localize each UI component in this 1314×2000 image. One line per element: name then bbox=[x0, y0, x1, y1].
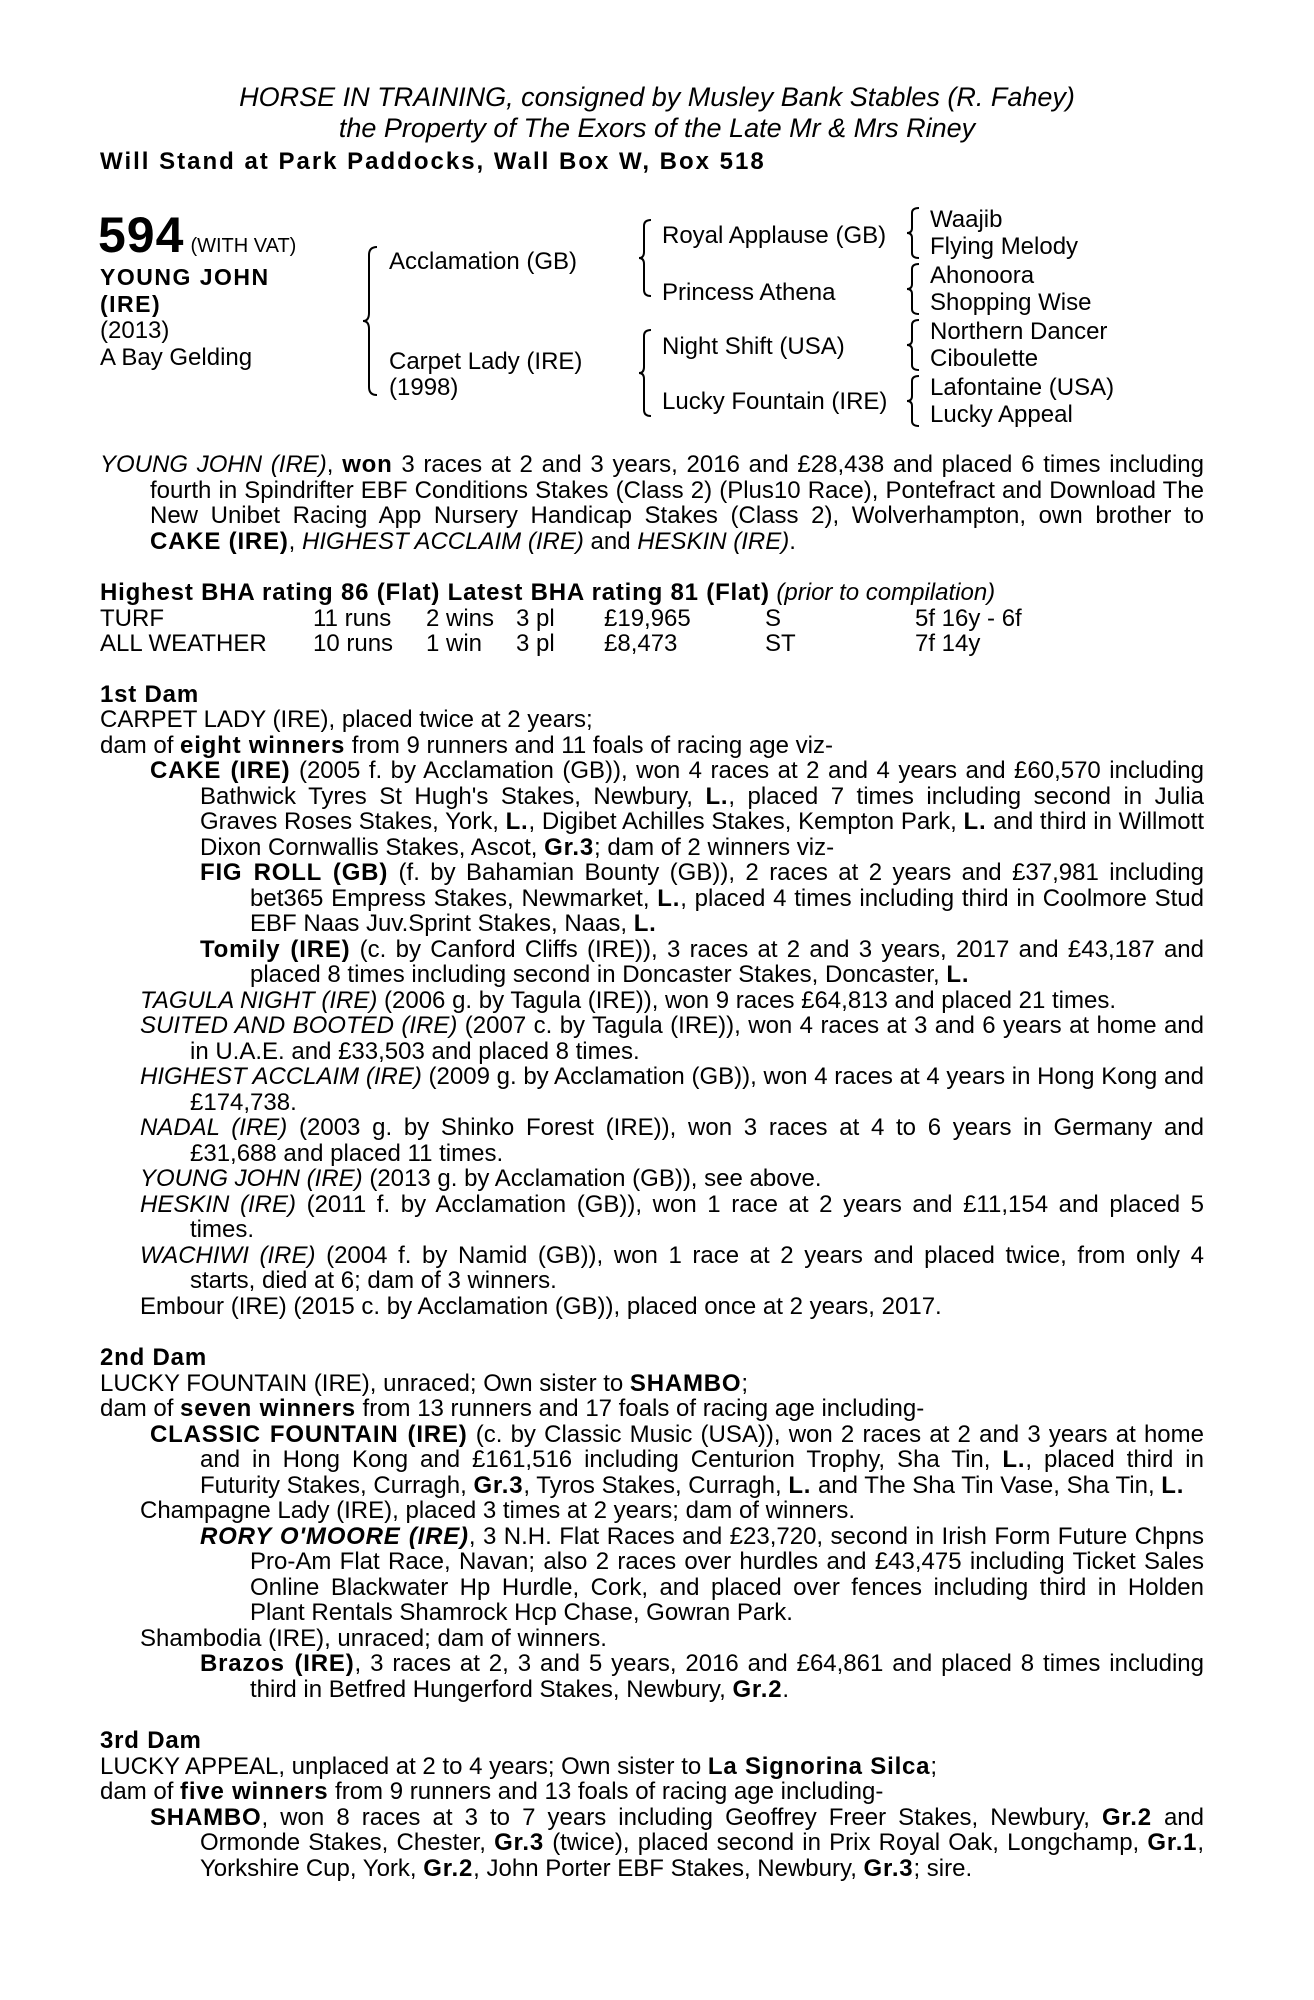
pedigree-dam-year: (1998) bbox=[389, 374, 459, 401]
pedigree-sire-dam: Princess Athena bbox=[662, 279, 836, 306]
property-line: the Property of The Exors of the Late Mr & Mrs Riney bbox=[338, 113, 976, 143]
list-item: RORY O'MOORE (IRE), 3 N.H. Flat Races and £23,720, second in Irish Form Future Chpns Pro-Am Flat Race, Navan; also 2 races over hurdles and £43,475 including Ticket Sales Online Blackwater Hp Hurdle, Cork, and placed over fences including third in Holden Plant Rentals Shamrock Hcp Chase, Gowran Park. bbox=[200, 1522, 1204, 1626]
second-dam-title: 2nd Dam bbox=[100, 1344, 207, 1371]
vat-note: (WITH VAT) bbox=[190, 235, 297, 257]
list-item: YOUNG JOHN (IRE) (2013 g. by Acclamation (GB)), see above. bbox=[140, 1165, 822, 1192]
pedigree-gen3-1: Waajib bbox=[930, 206, 1003, 233]
list-item: FIG ROLL (GB) (f. by Bahamian Bounty (GB)), 2 races at 2 years and £37,981 including bet365 Empress Stakes, Newmarket, L., placed 4 times including third in Coolmore Stud EBF Naas Juv.Sprint Stakes, Naas, L. bbox=[200, 859, 1204, 937]
pedigree-gen3-7: Lafontaine (USA) bbox=[930, 374, 1115, 401]
pedigree-sire: Acclamation (GB) bbox=[389, 248, 578, 275]
pedigree-gen3-8: Lucky Appeal bbox=[930, 401, 1073, 428]
pedigree-gen3-4: Shopping Wise bbox=[930, 289, 1092, 316]
list-item: WACHIWI (IRE) (2004 f. by Namid (GB)), won 1 race at 2 years and placed twice, from only 4 starts, died at 6; dam of 3 winners. bbox=[140, 1241, 1204, 1294]
list-item: HIGHEST ACCLAIM (IRE) (2009 g. by Acclamation (GB)), won 4 races at 4 years in Hong Kong and £174,738. bbox=[140, 1063, 1204, 1116]
pedigree-brace-4 bbox=[904, 206, 924, 260]
pedigree-brace-2 bbox=[636, 218, 656, 298]
third-dam-produce: dam of five winners from 9 runners and 13 foals of racing age including- bbox=[100, 1778, 884, 1805]
list-item: SHAMBO, won 8 races at 3 to 7 years including Geoffrey Freer Stakes, Newbury, Gr.2 and Ormonde Stakes, Chester, Gr.3 (twice), placed second in Prix Royal Oak, Longchamp, Gr.1, Yorkshire Cup, York, Gr.2, John Porter EBF Stakes, Newbury, Gr.3; sire. bbox=[150, 1803, 1204, 1882]
catalogue-body bbox=[100, 452, 1204, 1881]
pedigree-dam-sire: Night Shift (USA) bbox=[662, 333, 845, 360]
list-item: Shambodia (IRE), unraced; dam of winners. bbox=[140, 1624, 607, 1652]
list-item: Champagne Lady (IRE), placed 3 times at 2 years; dam of winners. bbox=[140, 1497, 856, 1524]
pedigree-gen3-3: Ahonoora bbox=[930, 262, 1035, 289]
third-dam-intro: LUCKY APPEAL, unplaced at 2 to 4 years; Own sister to La Signorina Silca; bbox=[100, 1752, 938, 1780]
pedigree-brace-5 bbox=[904, 262, 924, 316]
table-row: TURF 11 runs 2 wins 3 pl £19,965 S 5f 16y - 6f bbox=[100, 604, 1022, 632]
pedigree-dam: Carpet Lady (IRE) bbox=[389, 348, 583, 375]
lot-heading bbox=[98, 206, 296, 264]
list-item: TAGULA NIGHT (IRE) (2006 g. by Tagula (IRE)), won 9 races £64,813 and placed 21 times. bbox=[140, 986, 1116, 1014]
stable-location: Will Stand at Park Paddocks, Wall Box W, Box 518 bbox=[100, 148, 766, 175]
second-dam-produce: dam of seven winners from 13 runners and 17 foals of racing age including- bbox=[100, 1395, 925, 1422]
list-item: Embour (IRE) (2015 c. by Acclamation (GB)), placed once at 2 years, 2017. bbox=[140, 1292, 942, 1320]
first-dam-intro: CARPET LADY (IRE), placed twice at 2 years; bbox=[100, 706, 593, 733]
pedigree-gen3-5: Northern Dancer bbox=[930, 318, 1108, 345]
list-item: NADAL (IRE) (2003 g. by Shinko Forest (IRE)), won 3 races at 4 to 6 years in Germany and £31,688 and placed 11 times. bbox=[140, 1114, 1204, 1167]
consignor-line: HORSE IN TRAINING, consigned by Musley Bank Stables (R. Fahey) bbox=[239, 82, 1075, 112]
bha-rating: Highest BHA rating 86 (Flat) Latest BHA rating 81 (Flat) (prior to compilation) bbox=[100, 579, 996, 606]
pedigree-sire-sire: Royal Applause (GB) bbox=[662, 222, 887, 249]
pedigree-brace-3 bbox=[636, 328, 656, 418]
first-dam-produce: dam of eight winners from 9 runners and 11 foals of racing age viz- bbox=[100, 731, 833, 759]
pedigree-gen3-6: Ciboulette bbox=[930, 345, 1039, 372]
list-item: Tomily (IRE) (c. by Canford Cliffs (IRE)), 3 races at 2 and 3 years, 2017 and £43,187 and placed 8 times including second in Doncaster Stakes, Doncaster, L. bbox=[200, 935, 1204, 988]
pedigree-gen3-2: Flying Melody bbox=[930, 233, 1079, 260]
first-dam-title: 1st Dam bbox=[100, 680, 199, 708]
list-item: Brazos (IRE), 3 races at 2, 3 and 5 years, 2016 and £64,861 and placed 8 times including third in Betfred Hungerford Stakes, Newbury, Gr.2. bbox=[200, 1650, 1204, 1703]
second-dam-intro: LUCKY FOUNTAIN (IRE), unraced; Own sister to SHAMBO; bbox=[100, 1369, 749, 1397]
pedigree-brace-6 bbox=[904, 318, 924, 372]
pedigree-brace-7 bbox=[904, 374, 924, 428]
third-dam-title: 3rd Dam bbox=[100, 1727, 202, 1754]
horse-name: YOUNG JOHN bbox=[100, 264, 270, 290]
foaling-year: (2013) bbox=[100, 317, 170, 344]
list-item: HESKIN (IRE) (2011 f. by Acclamation (GB)), won 1 race at 2 years and £11,154 and placed 5 times. bbox=[140, 1190, 1205, 1243]
race-record-table bbox=[100, 606, 1022, 656]
list-item: CAKE (IRE) (2005 f. by Acclamation (GB)), won 4 races at 2 and 4 years and £60,570 including Bathwick Tyres St Hugh's Stakes, Newbury, L., placed 7 times including second in Julia Graves Roses Stakes, York, L., Digibet Achilles Stakes, Kempton Park, L. and third in Willmott Dixon Cornwallis Stakes, Ascot, Gr.3; dam of 2 winners viz- bbox=[150, 757, 1204, 861]
pedigree-dam-dam: Lucky Fountain (IRE) bbox=[662, 388, 888, 415]
pedigree-brace-1 bbox=[360, 245, 382, 397]
horse-country: (IRE) bbox=[100, 291, 162, 317]
lot-number: 594 bbox=[98, 207, 185, 263]
list-item: CLASSIC FOUNTAIN (IRE) (c. by Classic Music (USA)), won 2 races at 2 and 3 years at home and in Hong Kong and £161,516 including Centurion Trophy, Sha Tin, L., placed third in Futurity Stakes, Curragh, Gr.3, Tyros Stakes, Curragh, L. and The Sha Tin Vase, Sha Tin, L. bbox=[150, 1420, 1204, 1499]
race-summary: YOUNG JOHN (IRE), won 3 races at 2 and 3 years, 2016 and £28,438 and placed 6 times including fourth in Spindrifter EBF Conditions Stakes (Class 2) (Plus10 Race), Pontefract and Download The New Unibet Racing App Nursery Handicap Stakes (Class 2), Wolverhampton, own brother to CAKE (IRE), HIGHEST ACCLAIM (IRE) and HESKIN (IRE). bbox=[100, 451, 1205, 555]
horse-description: A Bay Gelding bbox=[100, 344, 253, 371]
list-item: SUITED AND BOOTED (IRE) (2007 c. by Tagula (IRE)), won 4 races at 3 and 6 years at home and in U.A.E. and £33,503 and placed 8 times. bbox=[140, 1012, 1205, 1065]
table-row: ALL WEATHER 10 runs 1 win 3 pl £8,473 ST 7f 14y bbox=[100, 629, 981, 657]
